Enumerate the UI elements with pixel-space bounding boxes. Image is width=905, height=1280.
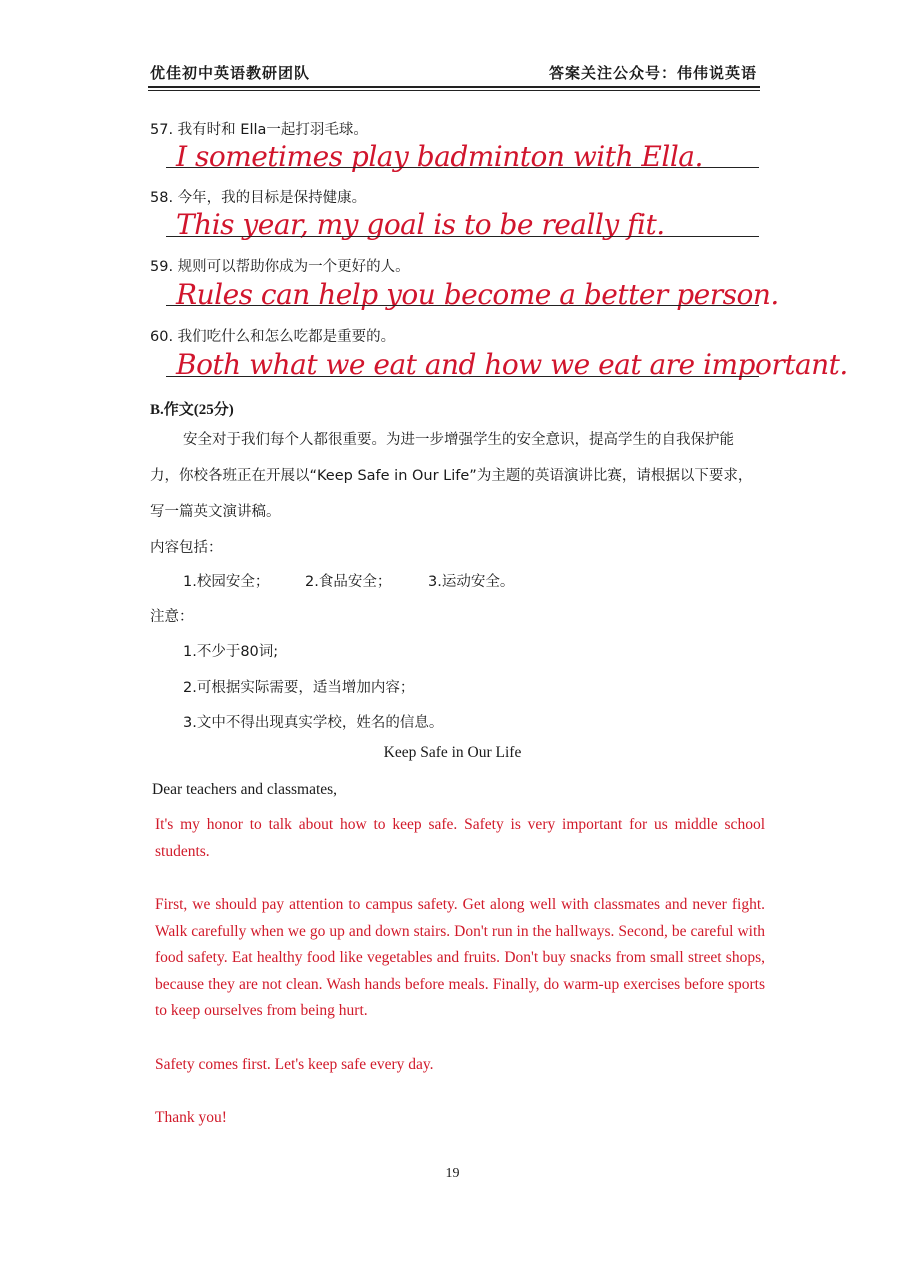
task-line-2: 力，你校各班正在开展以“Keep Safe in Our Life”为主题的英语演讲比赛，请根据以下要求， [150, 468, 753, 484]
content-item: 3.运动安全。 [428, 574, 515, 590]
question-59-answer: Rules can help you become a better person. [176, 278, 779, 311]
answer-line [166, 305, 759, 306]
question-58-prompt: 58. 今年，我的目标是保持健康。 [150, 190, 367, 206]
note-item: 3.文中不得出现真实学校，姓名的信息。 [183, 715, 444, 731]
question-60-prompt: 60. 我们吃什么和怎么吃都是重要的。 [150, 329, 396, 345]
essay-greeting: Dear teachers and classmates, [152, 781, 338, 798]
notes-label: 注意： [150, 609, 194, 625]
answer-line [166, 167, 759, 168]
question-60-answer: Both what we eat and how we eat are important. [176, 348, 848, 381]
section-b-title: B.作文(25分) [150, 402, 234, 418]
header-left-title: 优佳初中英语教研团队 [150, 64, 311, 82]
header-right-title: 答案关注公众号：伟伟说英语 [548, 64, 757, 82]
note-item: 2.可根据实际需要，适当增加内容； [183, 680, 415, 696]
question-58-answer: This year, my goal is to be really fit. [176, 208, 665, 241]
essay-paragraph-closing: Safety comes first. Let's keep safe every day. [155, 1056, 434, 1073]
essay-thanks: Thank you! [155, 1109, 227, 1126]
content-label: 内容包括： [150, 540, 223, 556]
task-line-3: 写一篇英文演讲稿。 [150, 504, 281, 520]
answer-line [166, 236, 759, 237]
note-item: 1.不少于80词; [183, 644, 279, 660]
task-line-1: 安全对于我们每个人都很重要。为进一步增强学生的安全意识，提高学生的自我保护能 [183, 432, 734, 448]
answer-line [166, 376, 759, 377]
page-number: 19 [445, 1166, 460, 1181]
essay-paragraph-intro: It's my honor to talk about how to keep safe. Safety is very important for us middle school students. [155, 816, 765, 860]
header-rule-thin [148, 90, 760, 91]
question-57-prompt: 57. 我有时和 Ella一起打羽毛球。 [150, 122, 368, 138]
content-item: 2.食品安全； [305, 574, 392, 590]
question-59-prompt: 59. 规则可以帮助你成为一个更好的人。 [150, 259, 410, 275]
essay-title: Keep Safe in Our Life [383, 744, 522, 761]
header-rule [148, 86, 760, 88]
content-item: 1.校园安全； [183, 574, 270, 590]
essay-paragraph-body: First, we should pay attention to campus safety. Get along well with classmates and never fight. Walk carefully when we go up and down stairs. Don't run in the hallways. Second, be careful with food safety. Eat healthy food like vegetables and fruits. Don't buy snacks from small street shops, because they are not clean. Wash hands before meals. Finally, do warm-up exercises before sports to keep ourselves from being hurt. [155, 896, 765, 1019]
question-57-answer: I sometimes play badminton with Ella. [176, 140, 703, 173]
